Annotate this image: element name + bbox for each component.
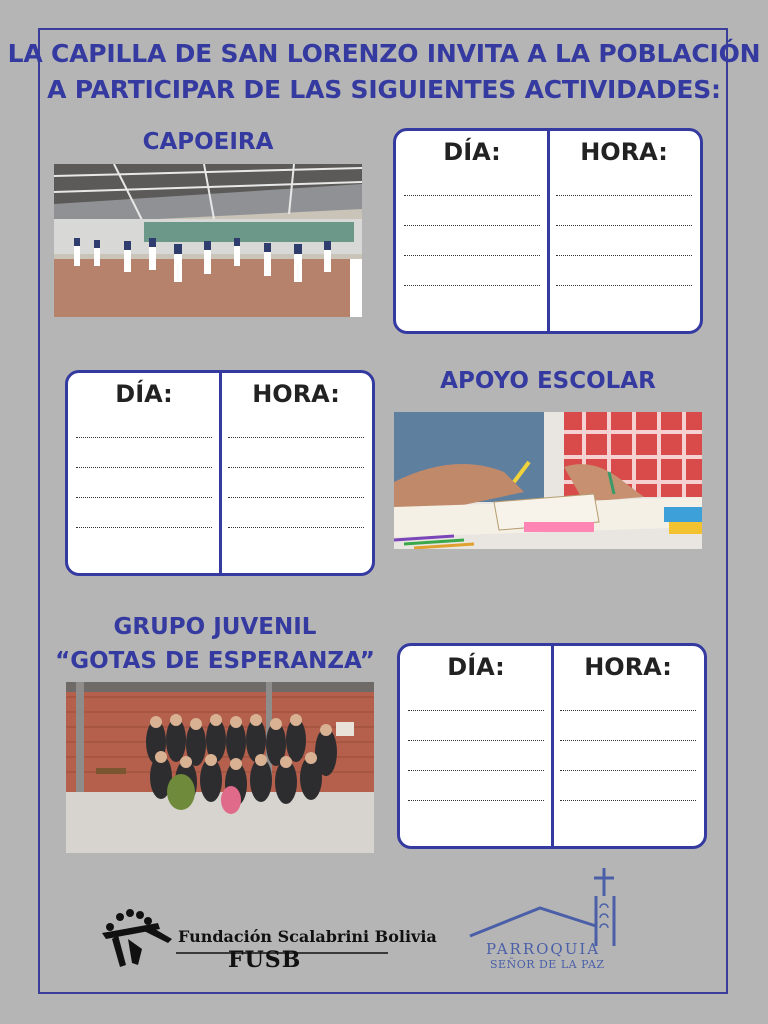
poster-title <box>0 36 768 108</box>
fusb-name: Fundación Scalabrini Bolivia <box>178 927 437 946</box>
day-fill-line[interactable] <box>408 740 544 741</box>
day-fill-line[interactable] <box>404 225 540 226</box>
day-fill-line[interactable] <box>76 497 212 498</box>
youth-group-photo <box>66 682 374 853</box>
day-fill-line[interactable] <box>408 710 544 711</box>
title-line-1: LA CAPILLA DE SAN LORENZO INVITA A LA POBLACIÓN <box>7 39 761 68</box>
school-support-photo <box>394 412 702 549</box>
time-fill-line[interactable] <box>556 225 692 226</box>
time-fill-line[interactable] <box>228 467 364 468</box>
school-support-schedule-table[interactable] <box>65 370 375 576</box>
time-fill-line[interactable] <box>560 740 696 741</box>
time-fill-line[interactable] <box>560 800 696 801</box>
time-fill-line[interactable] <box>556 285 692 286</box>
parish-name-line-2: SEÑOR DE LA PAZ <box>490 958 605 971</box>
capoeira-heading: CAPOEIRA <box>142 129 274 155</box>
day-label: DÍA: <box>115 380 173 408</box>
parish-logo <box>468 866 628 974</box>
day-fill-line[interactable] <box>408 800 544 801</box>
day-label: DÍA: <box>447 653 505 681</box>
day-fill-line[interactable] <box>76 527 212 528</box>
time-label: HORA: <box>584 653 672 681</box>
day-fill-line[interactable] <box>76 467 212 468</box>
fusb-acronym: FUSB <box>228 947 302 973</box>
time-fill-line[interactable] <box>560 710 696 711</box>
time-label: HORA: <box>252 380 340 408</box>
parish-name-line-1: PARROQUIA <box>486 940 601 958</box>
day-fill-line[interactable] <box>408 770 544 771</box>
time-fill-line[interactable] <box>228 527 364 528</box>
time-fill-line[interactable] <box>556 195 692 196</box>
youth-group-heading-line-1: GRUPO JUVENIL <box>113 614 317 640</box>
day-fill-line[interactable] <box>76 437 212 438</box>
school-support-heading: APOYO ESCOLAR <box>440 368 656 394</box>
day-fill-line[interactable] <box>404 255 540 256</box>
capoeira-schedule-table[interactable] <box>393 128 703 334</box>
youth-group-heading-line-2: “GOTAS DE ESPERANZA” <box>55 648 375 674</box>
time-label: HORA: <box>580 138 668 166</box>
time-fill-line[interactable] <box>556 255 692 256</box>
capoeira-photo <box>54 164 362 317</box>
youth-group-schedule-table[interactable] <box>397 643 707 849</box>
day-fill-line[interactable] <box>404 285 540 286</box>
day-label: DÍA: <box>443 138 501 166</box>
fusb-logo <box>98 905 437 975</box>
day-fill-line[interactable] <box>404 195 540 196</box>
title-line-2: A PARTICIPAR DE LAS SIGUIENTES ACTIVIDADES: <box>47 75 721 104</box>
time-fill-line[interactable] <box>228 497 364 498</box>
youth-group-heading <box>50 610 380 678</box>
time-fill-line[interactable] <box>228 437 364 438</box>
time-fill-line[interactable] <box>560 770 696 771</box>
